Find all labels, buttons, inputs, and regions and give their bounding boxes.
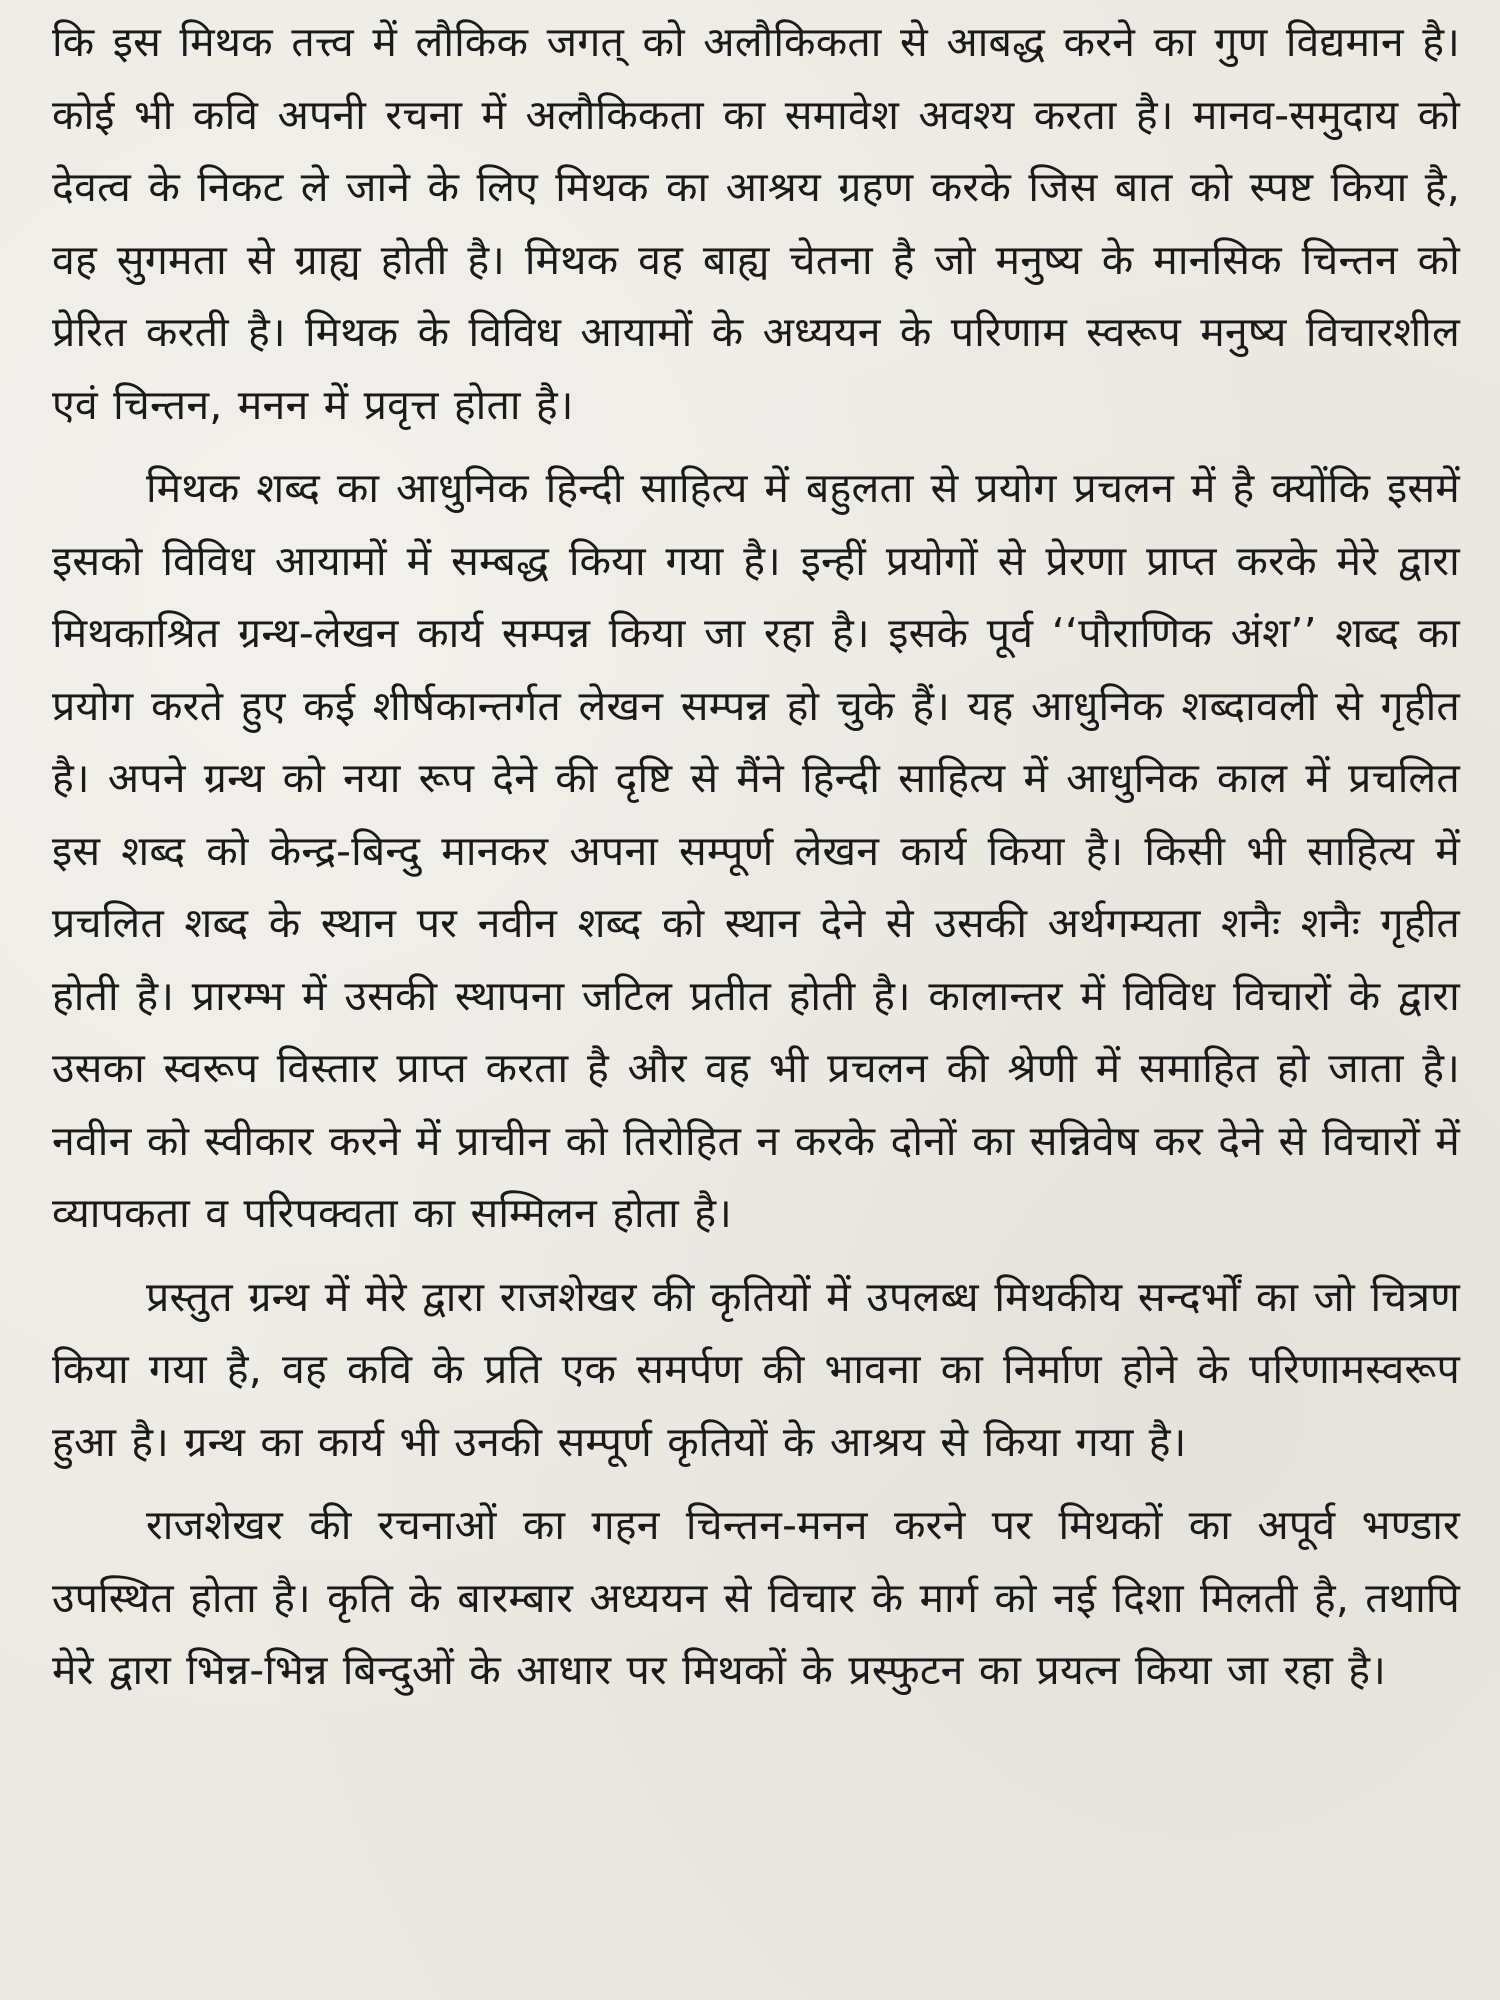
paragraph-3: प्रस्तुत ग्रन्थ में मेरे द्वारा राजशेखर की कृतियों में उपलब्ध मिथकीय सन्दर्भों का जो चित्रण किया गया है, वह कवि के प्रति एक समर्पण की भावना का निर्माण होने के परिणामस्वरूप हुआ है। ग्रन्थ का कार्य भी उनकी सम्पूर्ण कृतियों के आश्रय से किया गया है।: [52, 1272, 1460, 1466]
paragraph-1: कि इस मिथक तत्त्व में लौकिक जगत् को अलौकिकता से आबद्ध करने का गुण विद्यमान है। कोई भी कवि अपनी रचना में अलौकिकता का समावेश अवश्य करता है। मानव-समुदाय को देवत्व के निकट ले जाने के लिए मिथक का आश्रय ग्रहण करके जिस बात को स्पष्ट किया है, वह सुगमता से ग्राह्य होती है। मिथक वह बाह्य चेतना है जो मनुष्य के मानसिक चिन्तन को प्रेरित करती है। मिथक के विविध आयामों के अध्ययन के परिणाम स्वरूप मनुष्य विचारशील एवं चिन्तन, मनन में प्रवृत्त होता है।: [52, 18, 1460, 429]
paragraph-2: मिथक शब्द का आधुनिक हिन्दी साहित्य में बहुलता से प्रयोग प्रचलन में है क्योंकि इसमें इसको विविध आयामों में सम्बद्ध किया गया है। इन्हीं प्रयोगों से प्रेरणा प्राप्त करके मेरे द्वारा मिथकाश्रित ग्रन्थ-लेखन कार्य सम्पन्न किया जा रहा है। इसके पूर्व ‘‘पौराणिक अंश’’ शब्द का प्रयोग करते हुए कई शीर्षकान्तर्गत लेखन सम्पन्न हो चुके हैं। यह आधुनिक शब्दावली से गृहीत है। अपने ग्रन्थ को नया रूप देने की दृष्टि से मैंने हिन्दी साहित्य में आधुनिक काल में प्रचलित इस शब्द को केन्द्र-बिन्दु मानकर अपना सम्पूर्ण लेखन कार्य किया है। किसी भी साहित्य में प्रचलित शब्द के स्थान पर नवीन शब्द को स्थान देने से उसकी अर्थगम्यता शनैः शनैः गृहीत होती है। प्रारम्भ में उसकी स्थापना जटिल प्रतीत होती है। कालान्तर में विविध विचारों के द्वारा उसका स्वरूप विस्तार प्राप्त करता है और वह भी प्रचलन की श्रेणी में समाहित हो जाता है। नवीन को स्वीकार करने में प्राचीन को तिरोहित न करके दोनों का सन्निवेष कर देने से विचारों में व्यापकता व परिपक्वता का सम्मिलन होता है।: [52, 464, 1460, 1237]
paragraph-4: राजशेखर की रचनाओं का गहन चिन्तन-मनन करने पर मिथकों का अपूर्व भण्डार उपस्थित होता है। कृति के बारम्बार अध्ययन से विचार के मार्ग को नई दिशा मिलती है, तथापि मेरे द्वारा भिन्न-भिन्न बिन्दुओं के आधार पर मिथकों के प्रस्फुटन का प्रयत्न किया जा रहा है।: [52, 1501, 1460, 1694]
